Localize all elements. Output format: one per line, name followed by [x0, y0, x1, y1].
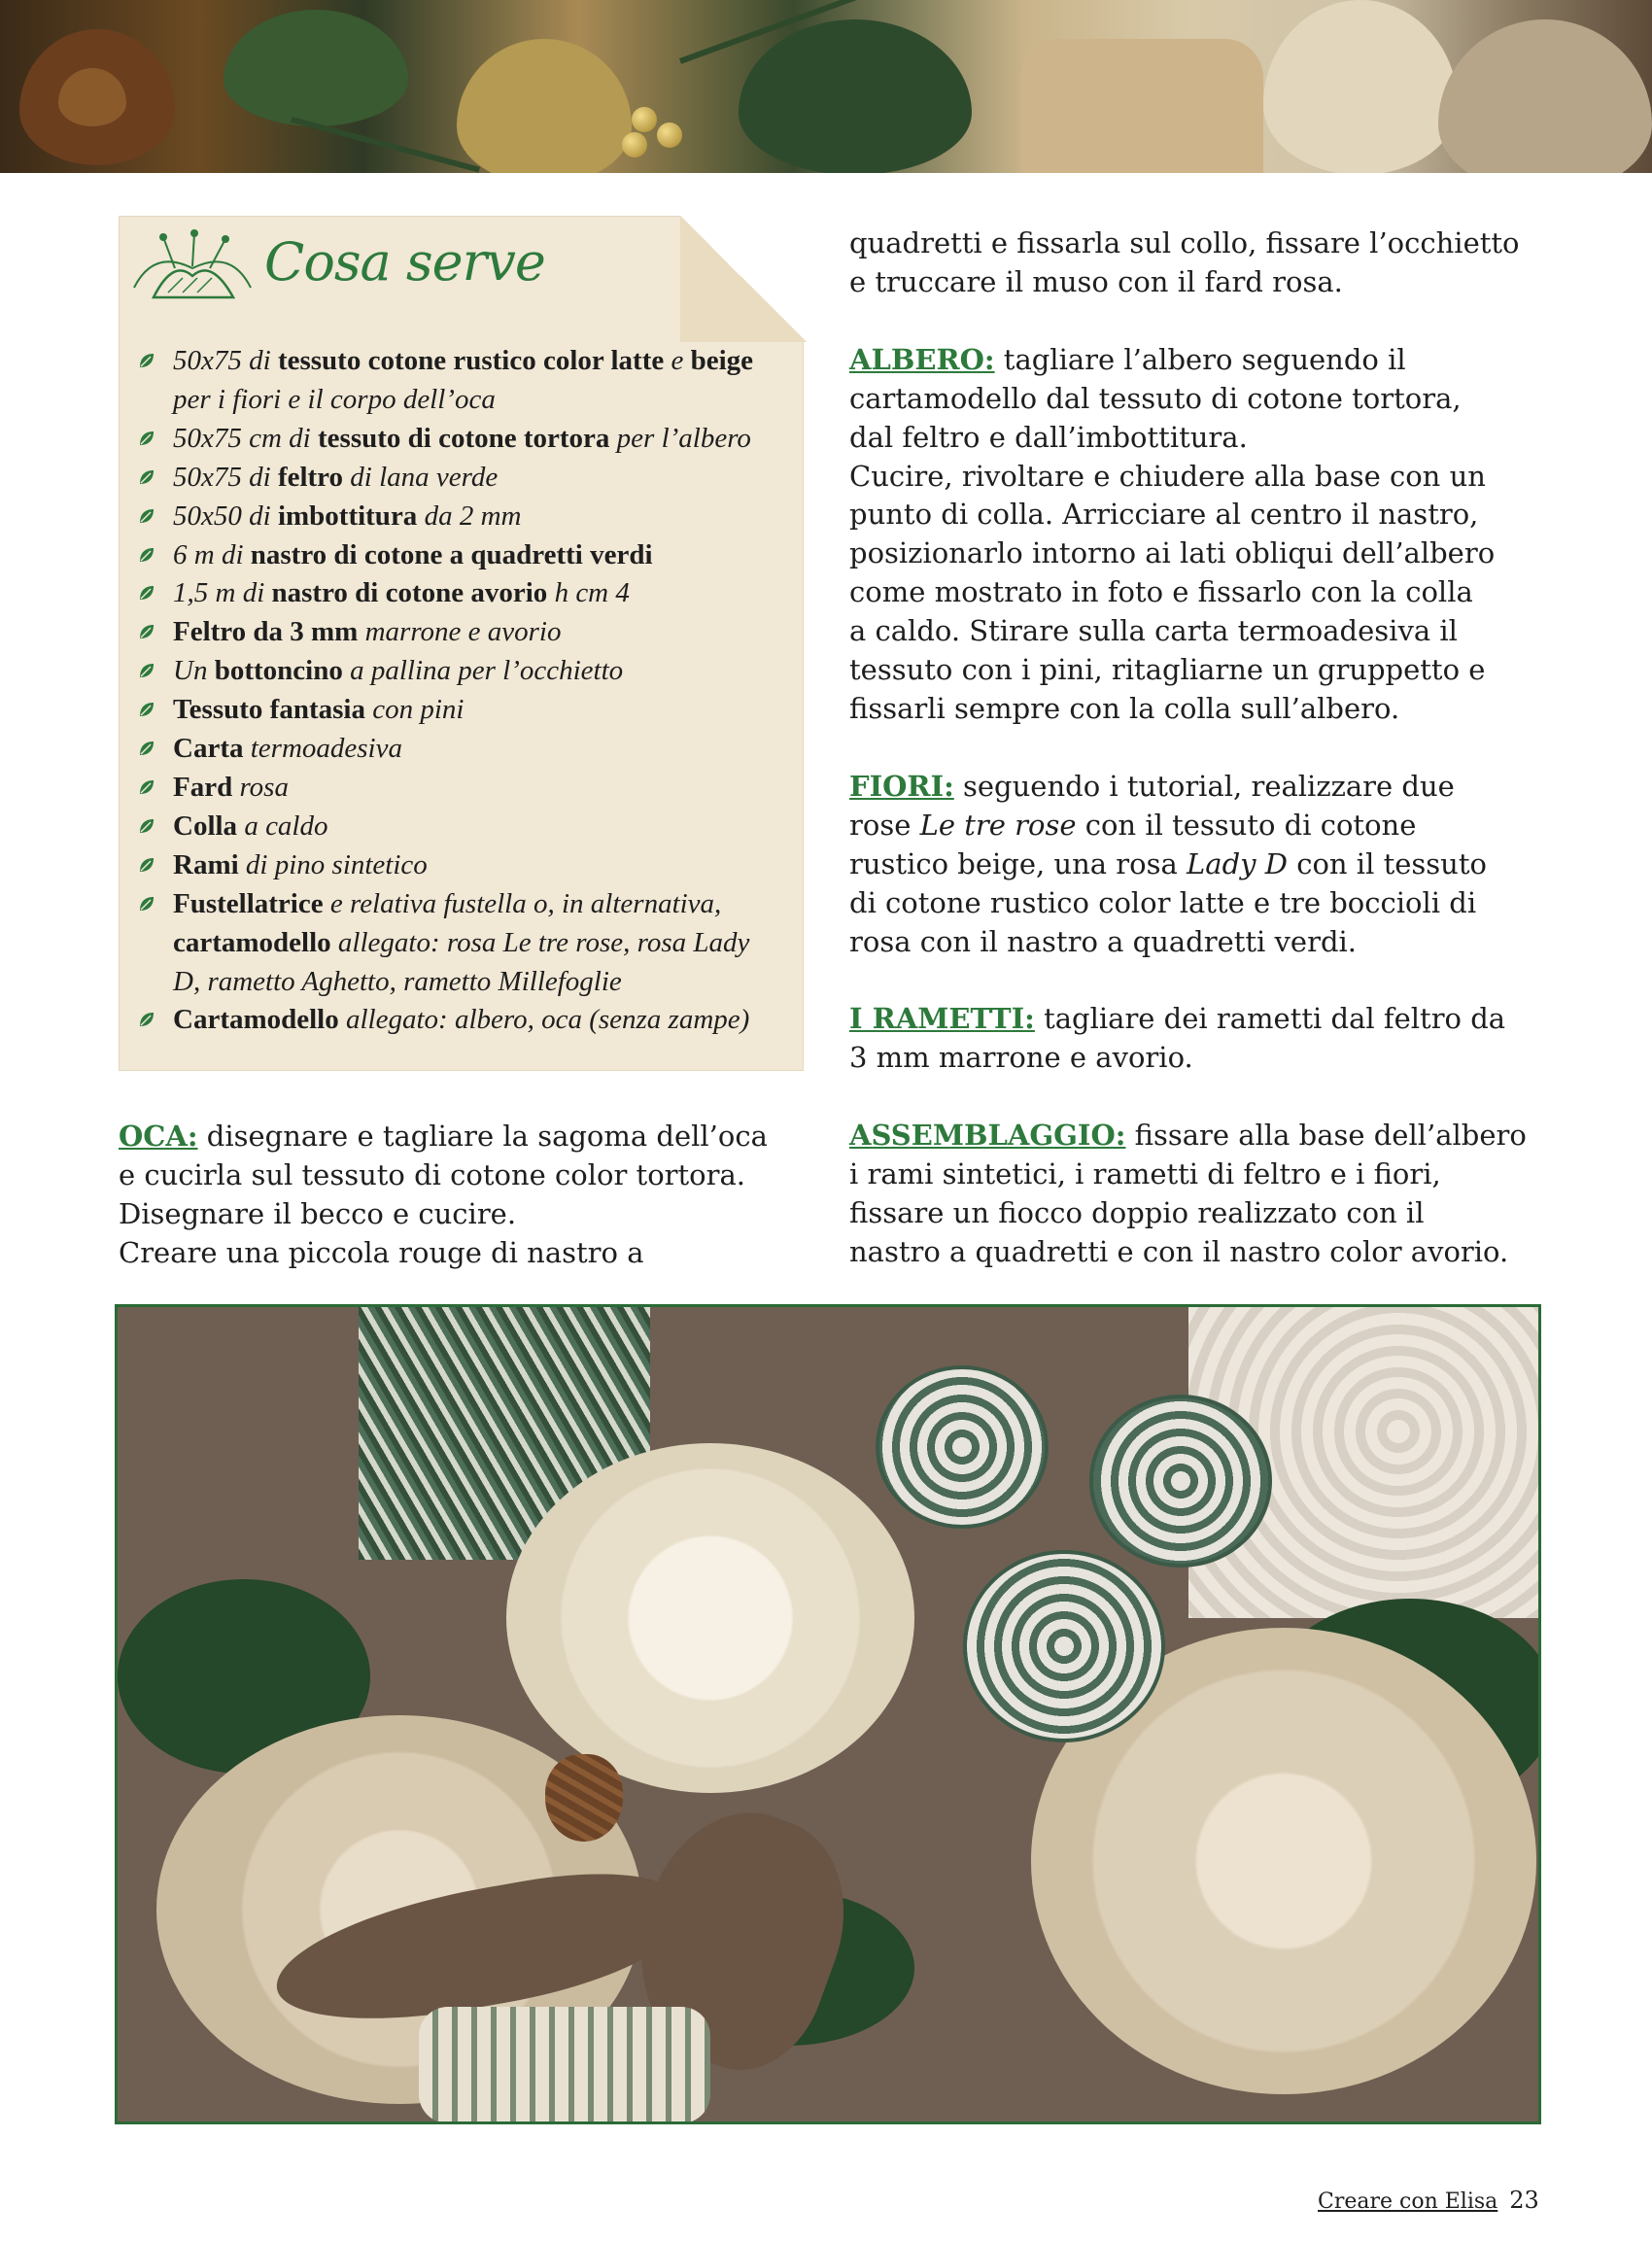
material-item	[136, 885, 807, 1002]
leaf-bullet-icon	[138, 546, 155, 564]
material-detail: allegato: rosa Le tre rose, rosa Lady	[337, 926, 750, 958]
leaf-bullet-icon	[138, 701, 155, 718]
material-item	[136, 1001, 807, 1040]
material-item	[136, 498, 807, 536]
magazine-name: Creare con Elisa	[1318, 2189, 1498, 2214]
material-detail: a pallina per l’occhietto	[350, 655, 624, 687]
material-detail: da 2 mm	[424, 500, 522, 532]
leaf-bullet-icon	[138, 662, 155, 679]
leaf-bullet-icon	[138, 1011, 155, 1028]
oca-paragraph	[119, 1118, 799, 1273]
material-detail: 1,5 m di	[173, 577, 272, 609]
striped-rosebud-3	[963, 1550, 1165, 1742]
material-name: Tessuto fantasia	[173, 694, 373, 726]
material-name: cartamodello	[173, 926, 338, 958]
oca-text: disegnare e tagliare la sagoma dell’oca e cucirla sul tessuto di cotone color tortora. Disegnare il becco e cucire. Creare una piccola rouge di nastro a	[119, 1120, 768, 1269]
leaf-bullet-icon	[138, 740, 155, 757]
material-detail: 6 m di	[173, 538, 251, 570]
material-detail: 50x75 cm di	[173, 422, 318, 454]
material-item	[136, 730, 807, 769]
material-name: feltro	[277, 461, 351, 493]
material-detail: di pino sintetico	[245, 848, 428, 880]
material-name: nastro di cotone a quadretti verdi	[250, 538, 653, 570]
material-detail: per i fiori e il corpo dell’oca	[173, 383, 496, 415]
material-name: Feltro da 3 mm	[173, 616, 365, 648]
fiori-text-3: con il tessuto di cotone rustico color latte e tre boccioli di rosa con il nastro a quadretti verdi.	[849, 846, 1487, 958]
leaf-bullet-icon	[138, 468, 155, 486]
striped-rosebud-1	[876, 1365, 1049, 1529]
material-item	[136, 342, 807, 420]
material-name: tessuto di cotone tortora	[318, 422, 617, 454]
material-detail: con pini	[372, 694, 465, 726]
material-item	[136, 459, 807, 498]
material-detail: marrone e avorio	[364, 616, 562, 648]
fiori-rose-name-2: Lady D	[1187, 846, 1288, 880]
leaf-bullet-icon	[138, 856, 155, 874]
material-item	[136, 808, 807, 846]
materials-list	[136, 342, 807, 1040]
albero-heading: ALBERO:	[849, 342, 995, 376]
material-item	[136, 846, 807, 885]
material-item	[136, 613, 807, 652]
leaf-bullet-icon	[138, 895, 155, 913]
oca-continued-text: quadretti e fissarla sul collo, fissare l’occhietto e truccare il muso con il fard rosa.	[849, 226, 1520, 298]
material-item	[136, 769, 807, 808]
leaf-bullet-icon	[138, 623, 155, 640]
material-name: nastro di cotone avorio	[271, 577, 555, 609]
white-rose-lady-d	[506, 1443, 914, 1793]
leaf-bullet-icon	[138, 778, 155, 796]
material-item	[136, 691, 807, 730]
material-item	[136, 536, 807, 575]
striped-ribbon	[419, 2007, 710, 2123]
albero-text: tagliare l’albero seguendo il cartamodello dal tessuto di cotone tortora, dal feltro e dall’imbottitura. Cucire, rivoltare e chiudere alla base con un punto di colla. Arricciare al centro il nastro, posizionarlo intorno ai lati obliqui dell’albero come mostrato in foto e fissarlo con la colla a caldo. Stirare sulla carta termoadesiva il tessuto con i pini, ritagliarne un gruppetto e fissarli sempre con la colla sull’albero.	[849, 342, 1496, 725]
material-name: Cartamodello	[173, 1004, 346, 1036]
material-item	[136, 420, 807, 459]
card-folded-corner	[680, 216, 807, 342]
fiori-heading: FIORI:	[849, 769, 954, 803]
material-name: Fustellatrice	[173, 887, 330, 919]
pine-cone	[545, 1754, 623, 1842]
leaf-bullet-icon	[138, 352, 155, 369]
material-detail: D, rametto Aghetto, rametto Millefoglie	[173, 965, 622, 997]
material-detail: rosa	[239, 771, 289, 803]
albero-paragraph	[849, 341, 1549, 729]
page-footer	[1318, 2187, 1539, 2214]
material-name: Fard	[173, 771, 240, 803]
material-detail: allegato: albero, oca (senza zampe)	[346, 1004, 750, 1036]
card-title: Cosa serve	[264, 231, 545, 293]
oca-continued-paragraph	[849, 224, 1549, 302]
material-name: imbottitura	[277, 500, 425, 532]
material-detail: 50x75 di	[173, 345, 278, 376]
rametti-text: tagliare dei rametti dal feltro da 3 mm marrone e avorio.	[849, 1002, 1506, 1075]
flowers-photo	[115, 1304, 1541, 2124]
leaf-bullet-icon	[138, 430, 155, 447]
sewing-kit-icon	[124, 229, 260, 307]
rametti-paragraph	[849, 1000, 1549, 1078]
material-detail: Un	[173, 655, 215, 687]
fiori-text-2: con il tessuto di cotone rustico beige, una rosa	[849, 808, 1417, 880]
right-column	[849, 224, 1549, 1311]
material-name: Carta	[173, 733, 251, 765]
material-name: tessuto cotone rustico color latte	[277, 345, 671, 376]
header-photo	[0, 0, 1652, 173]
material-name: Rami	[173, 848, 246, 880]
material-detail: di lana verde	[350, 461, 499, 493]
assemblaggio-text: fissare alla base dell’albero i rami sintetici, i rametti di feltro e i fiori, fissare un fiocco doppio realizzato con il nastro a quadretti e con il nastro color avorio.	[849, 1119, 1527, 1268]
page-number: 23	[1509, 2187, 1539, 2214]
fiori-paragraph	[849, 768, 1549, 962]
leaf-bullet-icon	[138, 584, 155, 602]
left-column	[119, 1118, 799, 1312]
assemblaggio-heading: ASSEMBLAGGIO:	[849, 1119, 1126, 1153]
leaf-bullet-icon	[138, 817, 155, 835]
fiori-rose-name-1: Le tre rose	[919, 808, 1077, 842]
rametti-heading: I RAMETTI:	[849, 1002, 1035, 1036]
material-detail: e relativa fustella o, in alternativa,	[329, 887, 722, 919]
material-detail: a caldo	[244, 810, 328, 842]
oca-heading: OCA:	[119, 1120, 198, 1153]
fiori-text-1: seguendo i tutorial, realizzare due rose	[849, 769, 1455, 842]
material-name: beige	[690, 345, 754, 376]
material-item	[136, 574, 807, 613]
material-detail: 50x50 di	[173, 500, 278, 532]
material-detail: h cm 4	[554, 577, 630, 609]
material-name: bottoncino	[214, 655, 351, 687]
material-detail: termoadesiva	[250, 733, 402, 765]
material-detail: per l’albero	[616, 422, 751, 454]
material-item	[136, 652, 807, 691]
material-name: Colla	[173, 810, 245, 842]
material-detail: e	[671, 345, 691, 376]
striped-rosebud-2	[1089, 1395, 1272, 1568]
material-detail: 50x75 di	[173, 461, 278, 493]
assemblaggio-paragraph	[849, 1117, 1549, 1272]
leaf-bullet-icon	[138, 507, 155, 525]
